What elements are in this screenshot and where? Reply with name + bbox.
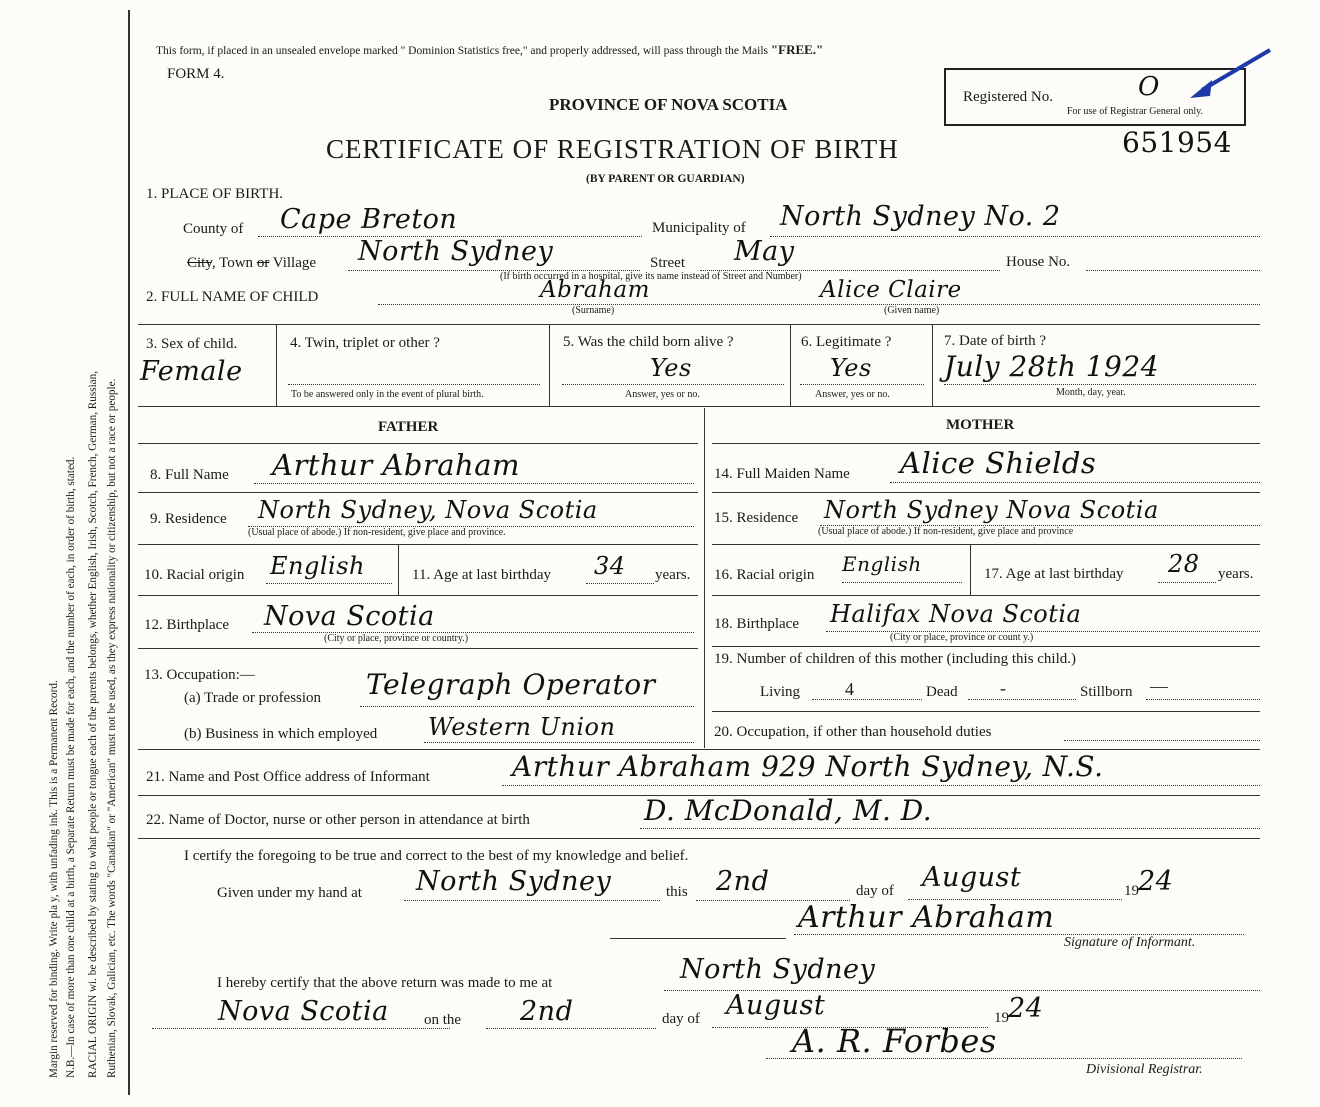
house-no-label: House No. [1006,254,1071,270]
stillborn-label: Stillborn [1080,684,1133,700]
mother-racial-label: 16. Racial origin [714,567,815,583]
given-day: 2nd [716,866,770,897]
margin-racial-origin-note: RACIAL ORIGIN wi. be described by stating to what people or tongue each of the parents belongs, whether English, Irish, Scotch, French, German, Russian, [87,370,99,1078]
date-of-birth-note: Month, day, year. [1056,387,1126,398]
father-business: Western Union [428,713,616,741]
born-alive-label: 5. Was the child born alive ? [563,334,734,350]
child-surname: Abraham [540,277,650,303]
father-name-label: 8. Full Name [150,467,229,483]
surname-label: (Surname) [572,305,615,316]
mother-age-label: 17. Age at last birthday [984,566,1124,582]
sex-value: Female [140,356,243,387]
given-year: 24 [1138,866,1174,897]
doctor-label: 22. Name of Doctor, nurse or other person in attendance at birth [146,812,530,828]
father-birthplace: Nova Scotia [264,601,435,632]
stillborn-value: — [1150,676,1168,696]
father-name: Arthur Abraham [272,448,521,482]
postal-note: This form, if placed in an unsealed envelope marked " Dominion Statistics free," and properly addressed, will pass through the Mails "FREE." [156,42,824,57]
mother-age: 28 [1168,550,1200,578]
municipality-label: Municipality of [652,220,746,236]
mother-birthplace: Halifax Nova Scotia [830,600,1082,628]
informant-label: 21. Name and Post Office address of Informant [146,769,430,785]
margin-plural-birth-note: N.B.—In case of more than one child at a birth, a Separate Return must be made for each, and the number of each, in order of birth, stated. [65,456,77,1078]
form-number: FORM 4. [167,66,225,82]
father-racial-origin: English [270,552,365,580]
living-value: 4 [845,679,854,699]
county-value: Cape Breton [280,204,458,235]
father-trade-label: (a) Trade or profession [184,690,322,706]
registration-day: 2nd [520,996,574,1027]
registration-year: 24 [1008,993,1044,1024]
county-label: County of [183,221,244,237]
father-heading: FATHER [378,419,439,435]
registration-place: North Sydney [680,954,876,985]
street-label: Street [650,255,685,271]
mother-racial-origin: English [842,552,922,576]
day-of-label: day of [856,883,894,899]
born-alive-value: Yes [650,354,692,382]
mother-birthplace-note: (City or place, province or count y.) [890,632,1034,643]
certification-statement: I certify the foregoing to be true and correct to the best of my knowledge and belief. [184,848,689,864]
given-under-label: Given under my hand at [217,885,362,901]
place-of-birth-label: 1. PLACE OF BIRTH. [146,186,284,202]
father-residence-label: 9. Residence [150,511,227,527]
province-heading: PROVINCE OF NOVA SCOTIA [549,95,788,114]
municipality-value: North Sydney No. 2 [780,201,1061,232]
town-label: City, Town or Village [187,255,317,271]
father-trade: Telegraph Operator [366,668,656,701]
street-value: May [734,236,795,267]
mother-name-label: 14. Full Maiden Name [714,466,850,482]
given-name-label: (Given name) [884,305,940,316]
father-birthplace-note: (City or place, province or country.) [324,633,469,644]
margin-rule [128,10,130,1095]
legitimate-note: Answer, yes or no. [815,389,890,400]
registered-value: O [1138,72,1160,102]
sex-label: 3. Sex of child. [146,336,238,352]
father-birthplace-label: 12. Birthplace [144,617,229,633]
reg-day-of-label: day of [662,1011,700,1027]
father-age-label: 11. Age at last birthday [412,567,551,583]
father-residence-note: (Usual place of abode.) If non-resident, give place and province. [248,527,506,538]
on-the-label: on the [424,1012,462,1028]
father-business-label: (b) Business in which employed [184,726,378,742]
mother-name: Alice Shields [900,446,1097,480]
date-of-birth-value: July 28th 1924 [944,350,1160,383]
mother-children-label: 19. Number of children of this mother (including this child.) [714,651,1077,667]
born-alive-note: Answer, yes or no. [625,389,700,400]
hospital-note: (If birth occurred in a hospital, give its name instead of Street and Number) [500,271,802,282]
given-place: North Sydney [416,866,612,897]
mother-occupation-label: 20. Occupation, if other than household duties [714,724,992,740]
margin-racial-origin-note-2: Ruthenian, Slovak, Galician, etc. The words "Canadian" or "American" must not be used, as they express nationality or citizenship, but not a race or people. [106,378,118,1078]
registered-label: Registered No. [963,89,1053,105]
certificate-subtitle: (BY PARENT OR GUARDIAN) [586,173,745,185]
father-residence: North Sydney, Nova Scotia [258,496,598,524]
registration-province: Nova Scotia [218,996,389,1027]
pen-arrow-icon [1180,44,1280,104]
town-value: North Sydney [358,236,554,267]
certificate-title: CERTIFICATE OF REGISTRATION OF BIRTH [326,134,899,164]
twin-label: 4. Twin, triplet or other ? [290,335,440,351]
living-label: Living [760,684,800,700]
certificate-number: 651954 [1122,126,1232,159]
father-racial-label: 10. Racial origin [144,567,245,583]
divisional-registrar-label: Divisional Registrar. [1086,1062,1203,1077]
registrar-use-note: For use of Registrar General only. [1067,106,1203,117]
dead-label: Dead [926,684,958,700]
informant-value: Arthur Abraham 929 North Sydney, N.S. [512,750,1104,783]
signature-of-informant-label: Signature of Informant. [1064,935,1196,950]
year-prefix: 19 [1124,883,1139,899]
legitimate-label: 6. Legitimate ? [801,334,892,350]
given-month: August [922,862,1022,893]
reg-year-prefix: 19 [994,1010,1009,1026]
date-of-birth-label: 7. Date of birth ? [944,333,1047,349]
mother-residence: North Sydney Nova Scotia [824,496,1159,524]
mother-heading: MOTHER [946,417,1015,433]
father-occupation-label: 13. Occupation:— [144,667,255,683]
registrar-statement: I hereby certify that the above return was made to me at [217,975,553,991]
father-age: 34 [594,552,626,580]
twin-note: To be answered only in the event of plural birth. [291,389,484,400]
registration-month: August [726,990,826,1021]
mother-years-label: years. [1218,566,1254,582]
mother-residence-label: 15. Residence [714,510,799,526]
margin-binding-note: Margin reserved for binding. Write pla y, with unfading ink. This is a Permanent Record. [48,680,60,1078]
registrar-signature: A. R. Forbes [792,1022,997,1060]
mother-residence-note: (Usual place of abode.) If non-resident, give place and province [818,526,1074,537]
informant-signature: Arthur Abraham [798,900,1055,935]
dead-value: - [1000,678,1006,698]
legitimate-value: Yes [830,354,872,382]
this-label: this [666,884,688,900]
mother-birthplace-label: 18. Birthplace [714,616,799,632]
child-name-label: 2. FULL NAME OF CHILD [146,289,319,305]
child-given-name: Alice Claire [820,277,962,303]
doctor-value: D. McDonald, M. D. [644,794,933,827]
father-years-label: years. [655,567,691,583]
